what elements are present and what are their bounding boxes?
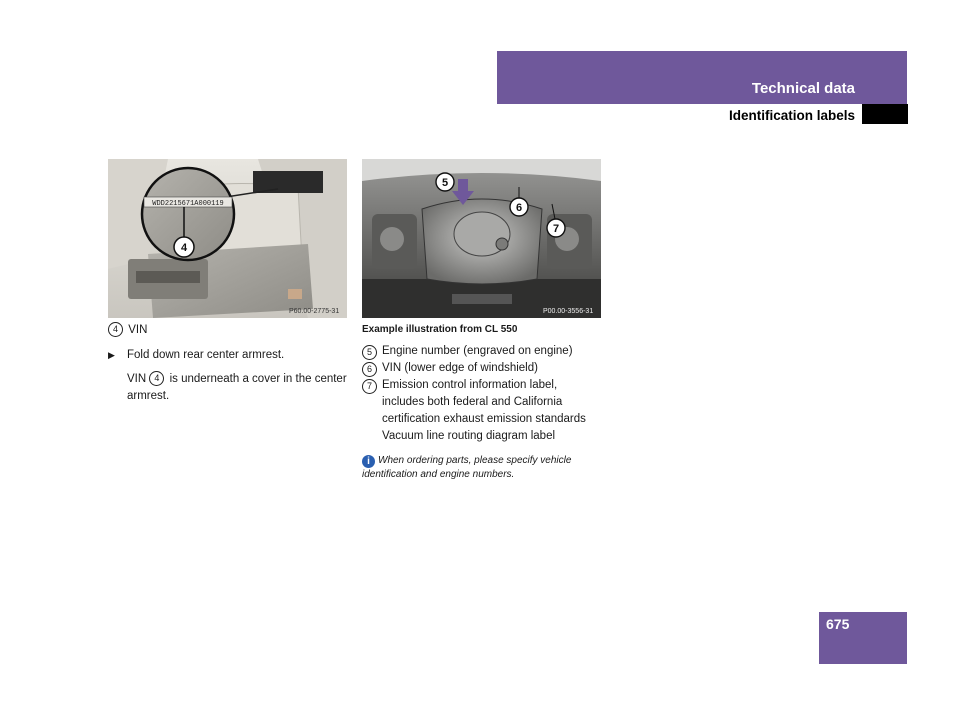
legend-item bbox=[362, 360, 612, 377]
armrest-illustration bbox=[108, 159, 347, 318]
right-column bbox=[362, 322, 612, 482]
callout-number: 4 bbox=[149, 371, 164, 386]
triangle-bullet-icon: ▶ bbox=[108, 350, 115, 360]
info-note bbox=[362, 454, 607, 482]
note-text: When ordering parts, please specify vehicle identification and engine numbers. bbox=[362, 455, 572, 480]
armrest-vin-photo bbox=[108, 159, 347, 318]
photo-callout-6: 6 bbox=[515, 202, 523, 214]
photo-callout-7: 7 bbox=[552, 223, 560, 235]
info-icon: i bbox=[362, 455, 375, 468]
photo-callout-4: 4 bbox=[180, 242, 188, 254]
subsection-title: Identification labels bbox=[728, 108, 855, 123]
photo-code: P60.00-2775-31 bbox=[289, 308, 340, 315]
callout-number: 7 bbox=[362, 379, 377, 394]
engine-illustration bbox=[362, 159, 601, 318]
photo-code: P00.00-3556-31 bbox=[543, 308, 594, 315]
vin-plate-text: WDD2215671A000119 bbox=[152, 200, 224, 208]
legend-item bbox=[362, 377, 597, 428]
callout-number: 6 bbox=[362, 362, 377, 377]
legend-text: VIN (lower edge of windshield) bbox=[382, 362, 538, 374]
photo-callout-5: 5 bbox=[441, 177, 449, 189]
legend-text: Emission control information label, includes both federal and California certification exhaust emission standards bbox=[382, 379, 586, 425]
legend-list bbox=[362, 343, 612, 445]
result-text: is underneath a cover in the center armrest. bbox=[127, 373, 347, 402]
callout-number: 5 bbox=[362, 345, 377, 360]
result-prefix: VIN bbox=[127, 373, 147, 385]
instruction-result bbox=[108, 371, 348, 405]
figure-caption: Example illustration from CL 550 bbox=[362, 324, 518, 335]
engine-compartment-photo bbox=[362, 159, 601, 318]
instruction-step bbox=[108, 347, 348, 364]
left-column bbox=[108, 322, 348, 405]
callout-number: 4 bbox=[108, 322, 123, 337]
legend-item bbox=[362, 343, 612, 360]
legend-item bbox=[108, 322, 348, 339]
page-number: 675 bbox=[826, 616, 850, 632]
section-tab-marker bbox=[862, 104, 908, 124]
section-title: Technical data bbox=[751, 80, 855, 97]
legend-text: Engine number (engraved on engine) bbox=[382, 345, 573, 357]
legend-extra: Vacuum line routing diagram label bbox=[382, 430, 556, 442]
legend-text: VIN bbox=[128, 324, 148, 336]
step-text: Fold down rear center armrest. bbox=[127, 349, 285, 361]
